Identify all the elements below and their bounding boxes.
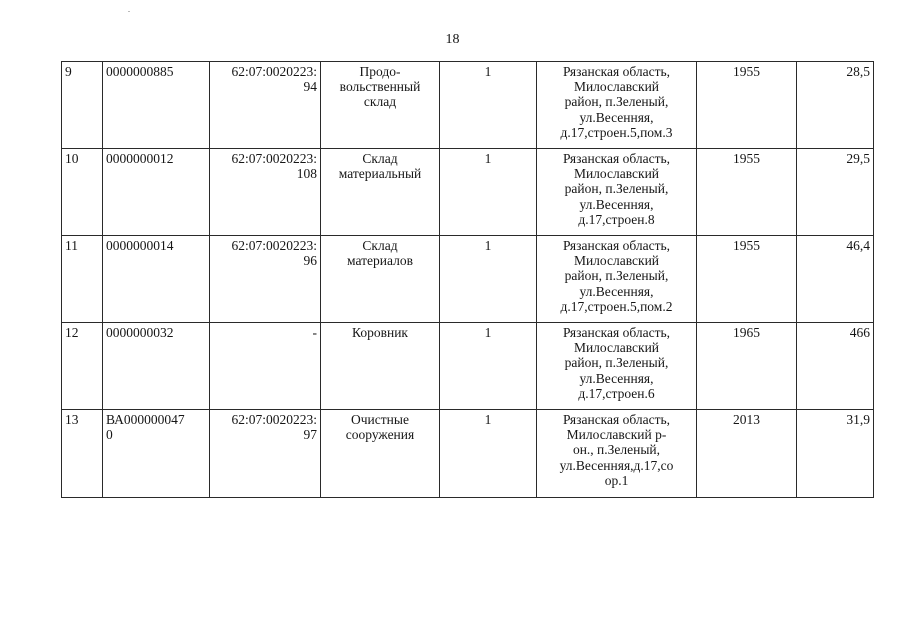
cadastral-number-line: 62:07:0020223: xyxy=(231,151,317,166)
quantity-cell: 1 xyxy=(440,410,537,498)
property-table xyxy=(61,61,874,498)
inventory-number-line: 0000000012 xyxy=(106,151,174,166)
address-line: район, п.Зеленый, xyxy=(564,94,669,110)
cadastral-number-line: 97 xyxy=(303,427,317,443)
year-cell: 1955 xyxy=(697,236,797,323)
cadastral-number-line: 62:07:0020223: xyxy=(231,64,317,79)
address-line: Милославский р- xyxy=(566,427,667,443)
row-number-cell: 11 xyxy=(62,236,103,323)
row-number-cell: 9 xyxy=(62,62,103,149)
object-name-line: вольственный xyxy=(339,79,421,95)
address-line: Рязанская область, xyxy=(562,412,671,427)
quantity-cell: 1 xyxy=(440,323,537,410)
object-name-cell xyxy=(321,323,440,410)
address-line: ул.Весенняя, xyxy=(579,283,654,299)
cadastral-number-line: - xyxy=(312,325,317,340)
object-name-cell xyxy=(321,62,440,149)
row-number-cell: 12 xyxy=(62,323,103,410)
address-cell xyxy=(537,410,697,498)
area-cell: 46,4 xyxy=(797,236,874,323)
area-cell: 29,5 xyxy=(797,149,874,236)
area-cell: 466 xyxy=(797,323,874,410)
address-line: район, п.Зеленый, xyxy=(564,268,669,284)
cadastral-number-cell xyxy=(210,149,321,236)
address-line: Милославский xyxy=(573,253,660,269)
address-line: ул.Весенняя, xyxy=(579,196,654,212)
address-line: ул.Весенняя,д.17,со xyxy=(559,457,674,473)
object-name-line: Коровник xyxy=(352,325,408,340)
cadastral-number-cell xyxy=(210,236,321,323)
table-row xyxy=(62,62,874,149)
address-cell xyxy=(537,236,697,323)
table-row xyxy=(62,323,874,410)
object-name-line: Склад xyxy=(362,238,398,253)
address-line: Рязанская область, xyxy=(562,325,671,340)
year-cell: 1955 xyxy=(697,149,797,236)
object-name-cell xyxy=(321,236,440,323)
object-name-line: Склад xyxy=(362,151,398,166)
address-cell xyxy=(537,62,697,149)
inventory-number-line: 0 xyxy=(106,427,113,443)
object-name-cell xyxy=(321,410,440,498)
object-name-line: Очистные xyxy=(351,412,409,427)
cadastral-number-line: 108 xyxy=(296,166,317,182)
table-row xyxy=(62,410,874,498)
scan-speck xyxy=(128,11,130,12)
year-cell: 1955 xyxy=(697,62,797,149)
quantity-cell: 1 xyxy=(440,62,537,149)
address-cell xyxy=(537,323,697,410)
inventory-number-line: 0000000032 xyxy=(106,325,174,340)
address-line: Рязанская область, xyxy=(562,64,671,79)
inventory-number-cell xyxy=(103,62,210,149)
quantity-cell: 1 xyxy=(440,236,537,323)
cadastral-number-line: 62:07:0020223: xyxy=(231,238,317,253)
address-line: д.17,строен.5,пом.2 xyxy=(560,298,673,314)
year-cell: 2013 xyxy=(697,410,797,498)
address-line: д.17,строен.6 xyxy=(578,385,655,401)
inventory-number-cell xyxy=(103,323,210,410)
address-line: ор.1 xyxy=(604,472,629,488)
address-line: ул.Весенняя, xyxy=(579,370,654,386)
quantity-cell: 1 xyxy=(440,149,537,236)
area-cell: 28,5 xyxy=(797,62,874,149)
object-name-cell xyxy=(321,149,440,236)
address-line: ул.Весенняя, xyxy=(579,109,654,125)
cadastral-number-cell xyxy=(210,62,321,149)
address-cell xyxy=(537,149,697,236)
object-name-line: материальный xyxy=(338,166,422,182)
address-line: Милославский xyxy=(573,166,660,182)
address-line: Милославский xyxy=(573,340,660,356)
inventory-number-line: 0000000014 xyxy=(106,238,174,253)
row-number-cell: 10 xyxy=(62,149,103,236)
address-line: район, п.Зеленый, xyxy=(564,181,669,197)
inventory-number-cell xyxy=(103,236,210,323)
inventory-number-cell xyxy=(103,149,210,236)
address-line: д.17,строен.8 xyxy=(578,211,655,227)
address-line: д.17,строен.5,пом.3 xyxy=(560,124,673,140)
inventory-number-line: 0000000885 xyxy=(106,64,174,79)
address-line: он., п.Зеленый, xyxy=(572,442,661,458)
address-line: Рязанская область, xyxy=(562,238,671,253)
address-line: Милославский xyxy=(573,79,660,95)
inventory-number-line: ВА000000047 xyxy=(106,412,185,427)
row-number-cell: 13 xyxy=(62,410,103,498)
object-name-line: материалов xyxy=(347,253,413,269)
cadastral-number-line: 96 xyxy=(303,253,317,269)
cadastral-number-cell xyxy=(210,410,321,498)
object-name-line: сооружения xyxy=(345,427,415,443)
object-name-line: склад xyxy=(363,94,397,110)
cadastral-number-line: 94 xyxy=(303,79,317,95)
page-number: 18 xyxy=(445,32,460,47)
table-row xyxy=(62,149,874,236)
table-row xyxy=(62,236,874,323)
year-cell: 1965 xyxy=(697,323,797,410)
address-line: район, п.Зеленый, xyxy=(564,355,669,371)
address-line: Рязанская область, xyxy=(562,151,671,166)
cadastral-number-cell xyxy=(210,323,321,410)
inventory-number-cell xyxy=(103,410,210,498)
table-body xyxy=(62,62,874,498)
cadastral-number-line: 62:07:0020223: xyxy=(231,412,317,427)
object-name-line: Продо- xyxy=(359,64,401,79)
area-cell: 31,9 xyxy=(797,410,874,498)
